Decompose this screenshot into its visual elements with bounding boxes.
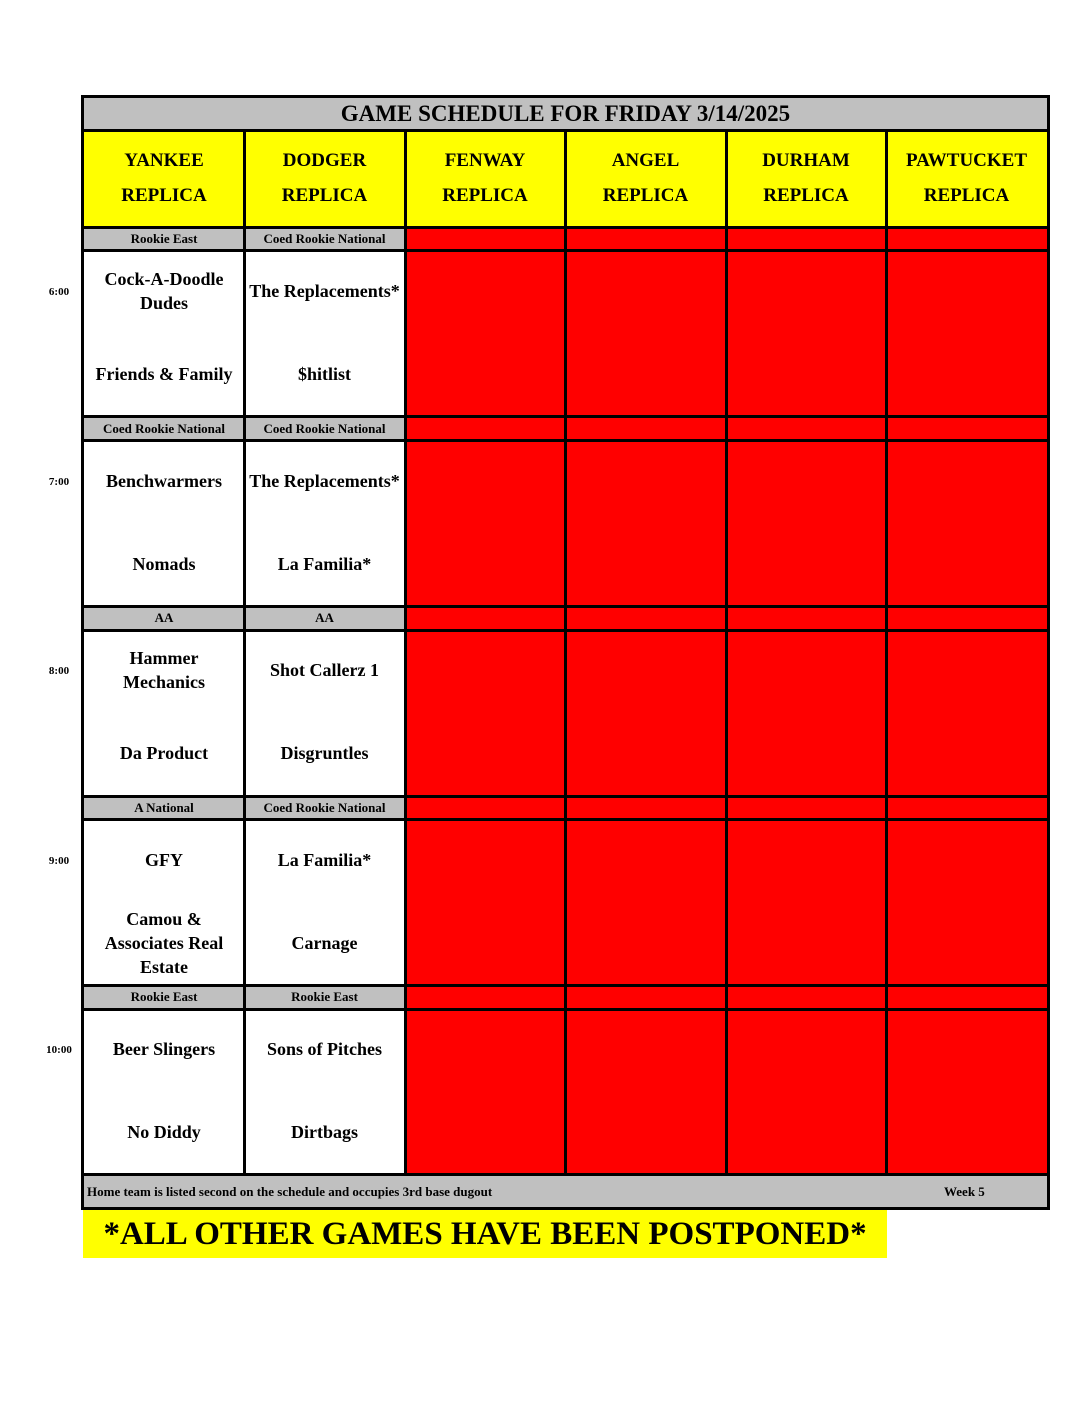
field-header <box>565 130 726 227</box>
away-team: GFY <box>145 850 183 870</box>
closed-field-division <box>565 985 726 1008</box>
division-label: Rookie East <box>84 985 244 1008</box>
grid-line <box>725 129 728 1175</box>
time-label: 10:00 <box>46 1044 72 1056</box>
grid-line <box>243 129 246 1175</box>
closed-field-cell <box>886 250 1047 417</box>
closed-field-cell <box>405 819 565 986</box>
division-label: Coed Rookie National <box>244 417 405 440</box>
time-label: 9:00 <box>48 855 70 867</box>
closed-field-division <box>726 417 886 440</box>
division-label: Coed Rookie National <box>244 796 405 819</box>
game-cell <box>244 629 405 796</box>
game-cell <box>244 1008 405 1175</box>
postponed-banner: *ALL OTHER GAMES HAVE BEEN POSTPONED* <box>83 1210 887 1258</box>
closed-field-cell <box>886 629 1047 796</box>
field-name: FENWAY <box>444 150 526 172</box>
field-subtitle: REPLICA <box>923 185 1010 206</box>
week-label: Week 5 <box>944 1184 985 1199</box>
grid-line <box>81 95 84 1209</box>
closed-field-cell <box>886 1008 1047 1175</box>
grid-line <box>404 129 407 1175</box>
field-name: DODGER <box>282 150 367 172</box>
game-cell <box>84 819 244 986</box>
grid-line <box>1047 95 1050 1209</box>
division-label: Coed Rookie National <box>84 417 244 440</box>
grid-line <box>885 129 888 1175</box>
division-label: A National <box>84 796 244 819</box>
home-team: Friends & Family <box>95 364 233 384</box>
page-title: GAME SCHEDULE FOR FRIDAY 3/14/2025 <box>82 97 1049 130</box>
closed-field-division <box>405 227 565 250</box>
closed-field-cell <box>405 629 565 796</box>
footer-note: Home team is listed second on the schedule and occupies 3rd base dugout <box>87 1184 493 1199</box>
closed-field-division <box>726 796 886 819</box>
closed-field-cell <box>726 819 886 986</box>
away-team: Hammer Mechanics <box>123 648 205 692</box>
field-header <box>726 130 886 227</box>
grid-line <box>564 129 567 1175</box>
away-team: La Familia* <box>277 850 372 870</box>
closed-field-cell <box>886 819 1047 986</box>
closed-field-division <box>565 417 726 440</box>
field-header <box>84 130 244 227</box>
closed-field-division <box>886 606 1047 629</box>
closed-field-cell <box>726 1008 886 1175</box>
closed-field-cell <box>565 629 726 796</box>
home-team: Disgruntles <box>280 743 369 763</box>
closed-field-division <box>886 796 1047 819</box>
division-label: AA <box>84 606 244 629</box>
closed-field-cell <box>565 250 726 417</box>
away-team: Shot Callerz 1 <box>270 660 379 680</box>
closed-field-cell <box>405 440 565 607</box>
field-subtitle: REPLICA <box>281 185 368 206</box>
time-label: 6:00 <box>48 286 70 298</box>
game-cell <box>244 250 405 417</box>
division-label: Coed Rookie National <box>244 227 405 250</box>
home-team: Carnage <box>291 933 358 953</box>
game-cell <box>84 440 244 607</box>
home-team: Nomads <box>132 554 196 574</box>
closed-field-division <box>405 417 565 440</box>
home-team: Camou & Associates Real Estate <box>104 909 224 977</box>
field-subtitle: REPLICA <box>121 185 207 206</box>
closed-field-division <box>565 227 726 250</box>
game-cell <box>84 1008 244 1175</box>
field-name: YANKEE <box>124 150 204 172</box>
field-name: DURHAM <box>762 150 850 172</box>
closed-field-cell <box>565 819 726 986</box>
grid-line <box>81 95 1050 98</box>
field-header <box>886 130 1047 227</box>
home-team: No Diddy <box>127 1122 201 1142</box>
closed-field-cell <box>565 440 726 607</box>
home-team: La Familia* <box>277 554 372 574</box>
closed-field-division <box>886 417 1047 440</box>
closed-field-division <box>405 796 565 819</box>
field-subtitle: REPLICA <box>602 185 689 206</box>
closed-field-division <box>886 985 1047 1008</box>
game-cell <box>244 819 405 986</box>
division-label: AA <box>244 606 405 629</box>
closed-field-division <box>565 606 726 629</box>
home-team: Dirtbags <box>291 1122 358 1142</box>
away-team: Beer Slingers <box>112 1039 216 1059</box>
field-header <box>244 130 405 227</box>
time-label: 8:00 <box>48 665 70 677</box>
home-team: Da Product <box>119 743 209 763</box>
division-label: Rookie East <box>84 227 244 250</box>
closed-field-cell <box>405 1008 565 1175</box>
closed-field-division <box>726 227 886 250</box>
division-label: Rookie East <box>244 985 405 1008</box>
away-team: Sons of Pitches <box>266 1039 382 1059</box>
field-subtitle: REPLICA <box>763 185 849 206</box>
closed-field-cell <box>886 440 1047 607</box>
away-team: Cock-A-Doodle Dudes <box>104 269 224 313</box>
closed-field-division <box>405 606 565 629</box>
field-name: ANGEL <box>611 150 680 172</box>
closed-field-cell <box>405 250 565 417</box>
closed-field-division <box>405 985 565 1008</box>
away-team: The Replacements* <box>249 471 400 491</box>
home-team: $hitlist <box>297 364 351 384</box>
field-header <box>405 130 565 227</box>
closed-field-division <box>565 796 726 819</box>
game-cell <box>244 440 405 607</box>
game-cell <box>84 250 244 417</box>
closed-field-division <box>886 227 1047 250</box>
closed-field-cell <box>726 629 886 796</box>
field-subtitle: REPLICA <box>442 185 528 206</box>
time-label: 7:00 <box>48 476 70 488</box>
closed-field-cell <box>565 1008 726 1175</box>
away-team: The Replacements* <box>249 281 400 301</box>
closed-field-cell <box>726 440 886 607</box>
closed-field-cell <box>726 250 886 417</box>
closed-field-division <box>726 606 886 629</box>
closed-field-division <box>726 985 886 1008</box>
away-team: Benchwarmers <box>106 471 222 491</box>
game-cell <box>84 629 244 796</box>
field-name: PAWTUCKET <box>905 150 1028 172</box>
